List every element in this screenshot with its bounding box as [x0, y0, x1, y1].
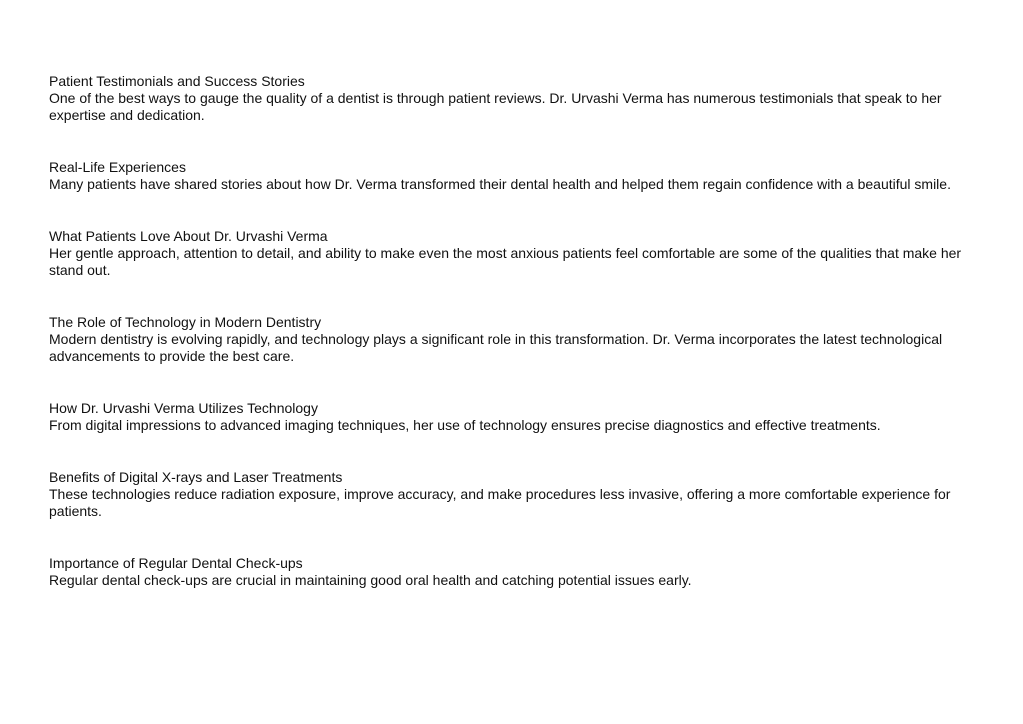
section-body: Many patients have shared stories about how Dr. Verma transformed their dental health and helped them regain confidence with a beautiful smile.	[49, 176, 951, 192]
section-heading: Real-Life Experiences	[49, 159, 186, 175]
section-body: One of the best ways to gauge the quality of a dentist is through patient reviews. Dr. Urvashi Verma has numerous testimonials that speak to her expertise and dedication.	[49, 90, 942, 123]
section-role-of-technology	[49, 314, 979, 365]
section-heading: What Patients Love About Dr. Urvashi Verma	[49, 228, 328, 244]
section-heading: Importance of Regular Dental Check-ups	[49, 555, 303, 571]
section-heading: Patient Testimonials and Success Stories	[49, 73, 305, 89]
section-body: These technologies reduce radiation exposure, improve accuracy, and make procedures less invasive, offering a more comfortable experience for patients.	[49, 486, 951, 519]
section-heading: How Dr. Urvashi Verma Utilizes Technology	[49, 400, 318, 416]
section-body: From digital impressions to advanced imaging techniques, her use of technology ensures precise diagnostics and effective treatments.	[49, 417, 881, 433]
section-regular-checkups	[49, 555, 979, 589]
section-body: Regular dental check-ups are crucial in maintaining good oral health and catching potential issues early.	[49, 572, 692, 588]
section-heading: Benefits of Digital X-rays and Laser Treatments	[49, 469, 343, 485]
section-what-patients-love	[49, 228, 979, 279]
section-real-life-experiences	[49, 159, 979, 193]
section-digital-xrays-laser	[49, 469, 979, 520]
section-patient-testimonials	[49, 73, 979, 124]
document-page	[49, 73, 979, 624]
section-heading: The Role of Technology in Modern Dentistry	[49, 314, 322, 330]
section-body: Modern dentistry is evolving rapidly, and technology plays a significant role in this transformation. Dr. Verma incorporates the latest technological advancements to provide the best care.	[49, 331, 943, 364]
section-utilizes-technology	[49, 400, 979, 434]
section-body: Her gentle approach, attention to detail, and ability to make even the most anxious patients feel comfortable are some of the qualities that make her stand out.	[49, 245, 962, 278]
